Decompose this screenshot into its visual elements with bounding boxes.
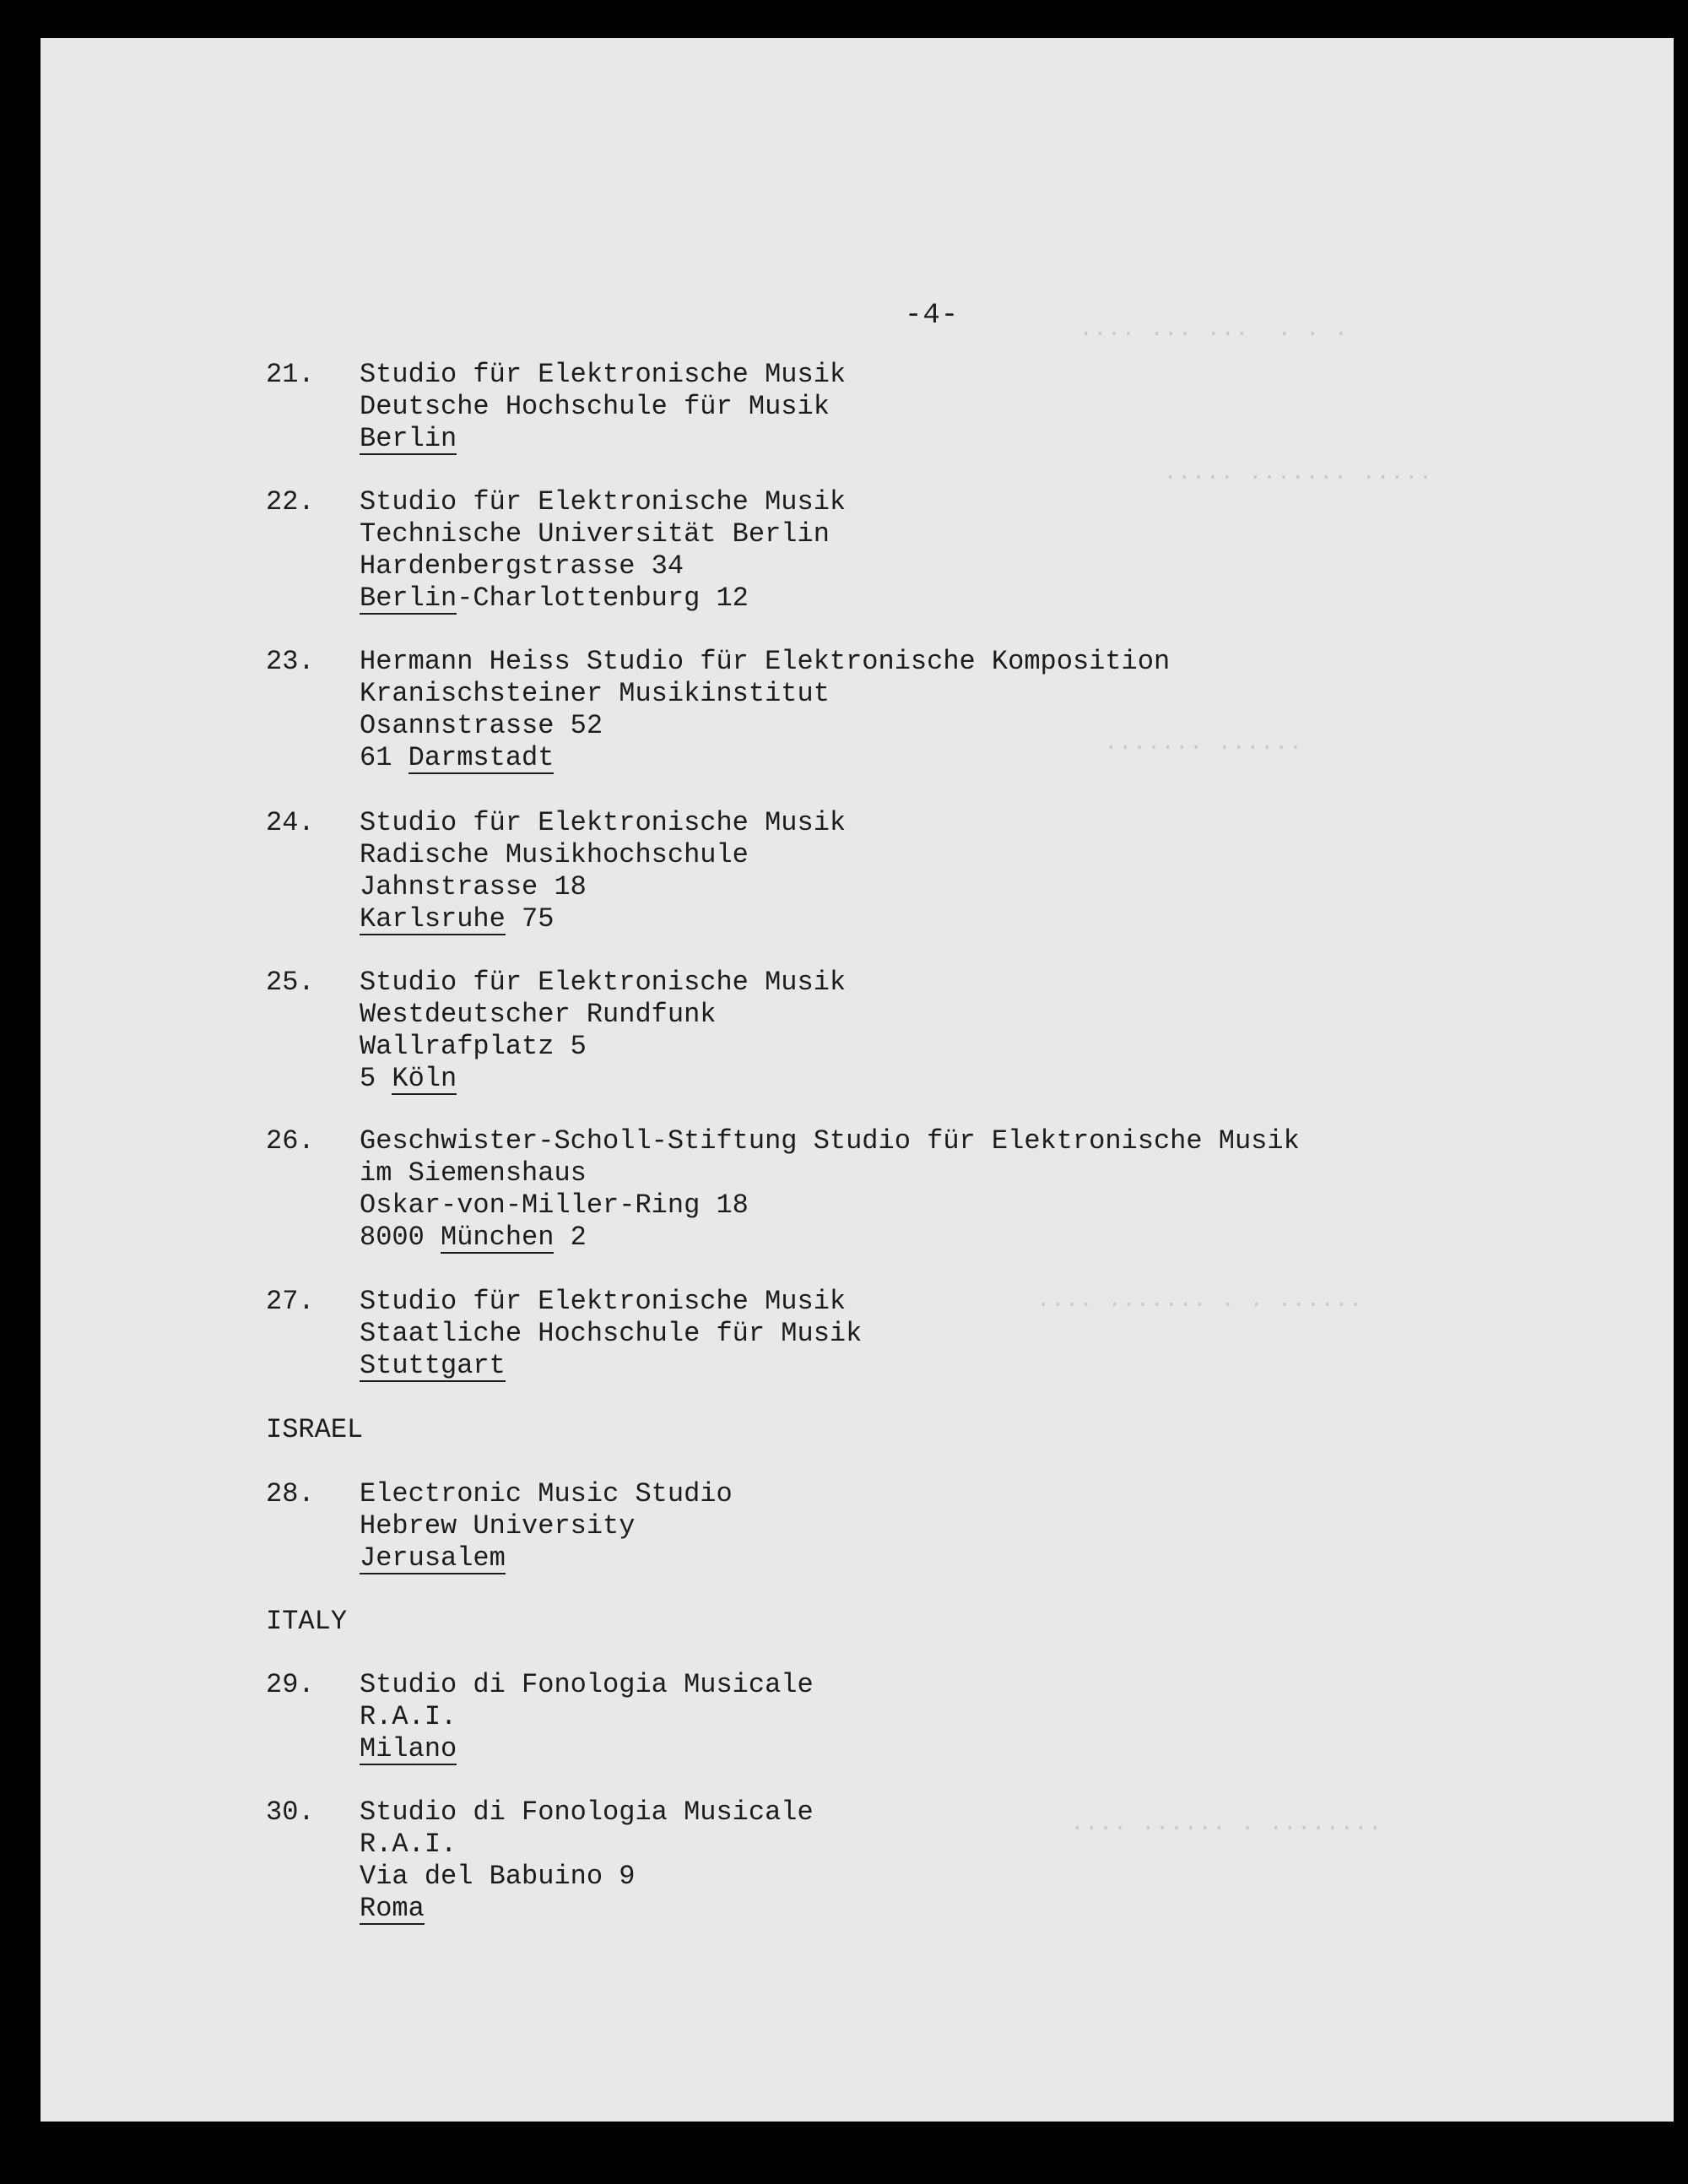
entry-line: Via del Babuino 9 bbox=[360, 1861, 636, 1892]
bleed-through-mark: . . . ... ... .... bbox=[1079, 317, 1349, 343]
entry-line: Jahnstrasse 18 bbox=[360, 871, 587, 902]
entry-number: 27. bbox=[266, 1286, 315, 1317]
entry-city-line bbox=[360, 742, 1170, 774]
page-number: -4- bbox=[905, 300, 960, 332]
city-name: Berlin bbox=[360, 423, 457, 454]
entry-city-line bbox=[360, 423, 846, 455]
entry-line: Radische Musikhochschule bbox=[360, 839, 749, 870]
entry-city-line bbox=[360, 1893, 814, 1925]
entry-line: Osannstrasse 52 bbox=[360, 710, 603, 741]
city-name: Roma bbox=[360, 1893, 425, 1924]
entry-line: Staatliche Hochschule für Musik bbox=[360, 1318, 863, 1349]
entry-number: 28. bbox=[266, 1478, 315, 1509]
entry-line: Deutsche Hochschule für Musik bbox=[360, 391, 830, 422]
city-name: Milano bbox=[360, 1733, 457, 1764]
entry-line: Geschwister-Scholl-Stiftung Studio für Elektronische Musik bbox=[360, 1125, 1300, 1157]
city-suffix: 2 bbox=[554, 1222, 587, 1253]
entry-line: Westdeutscher Rundfunk bbox=[360, 999, 717, 1030]
city-name: Karlsruhe bbox=[360, 903, 506, 935]
entry-line: Studio für Elektronische Musik bbox=[360, 1286, 847, 1317]
entry-line: Electronic Music Studio bbox=[360, 1478, 733, 1509]
entry-city-line bbox=[360, 1350, 862, 1382]
entry-line: Technische Universität Berlin bbox=[360, 518, 830, 550]
entry-line: Hermann Heiss Studio für Elektronische Komposition bbox=[360, 646, 1171, 677]
city-prefix: 5 bbox=[360, 1063, 392, 1094]
city-name: Jerusalem bbox=[360, 1542, 506, 1574]
entry-line: Studio di Fonologia Musicale bbox=[360, 1669, 814, 1700]
city-name: Köln bbox=[392, 1063, 457, 1094]
entry-line: Studio für Elektronische Musik bbox=[360, 967, 847, 998]
entry-number: 29. bbox=[266, 1669, 315, 1700]
city-prefix: 8000 bbox=[360, 1222, 441, 1253]
entry-number: 24. bbox=[266, 807, 315, 838]
entry-line: Wallrafplatz 5 bbox=[360, 1031, 587, 1062]
entry-city-line bbox=[360, 903, 846, 935]
bleed-through-mark: ..... ....... ..... bbox=[1163, 460, 1433, 486]
entry-line: Hebrew University bbox=[360, 1510, 636, 1542]
entry-number: 30. bbox=[266, 1797, 315, 1828]
city-suffix: 75 bbox=[505, 903, 555, 935]
entry-city-line bbox=[360, 1063, 846, 1095]
entry-number: 22. bbox=[266, 486, 315, 518]
bleed-through-mark: ...... . . ....... .... bbox=[1036, 1287, 1363, 1314]
entry-number: 23. bbox=[266, 646, 315, 677]
city-name: Darmstadt bbox=[408, 742, 555, 773]
entry-line: Studio für Elektronische Musik bbox=[360, 486, 847, 518]
entry-line: Studio für Elektronische Musik bbox=[360, 359, 847, 390]
city-suffix: -Charlottenburg 12 bbox=[457, 583, 749, 614]
entry-number: 21. bbox=[266, 359, 315, 390]
entry-city-line bbox=[360, 1733, 814, 1765]
document-page bbox=[41, 38, 1674, 2122]
entry-city-line bbox=[360, 1222, 1300, 1254]
entry-line: Studio di Fonologia Musicale bbox=[360, 1797, 814, 1828]
bleed-through-mark: ...... ....... bbox=[1104, 730, 1303, 756]
entry-line: Kranischsteiner Musikinstitut bbox=[360, 678, 830, 709]
entry-line: R.A.I. bbox=[360, 1829, 457, 1860]
city-name: Berlin bbox=[360, 583, 457, 614]
entry-line: Studio für Elektronische Musik bbox=[360, 807, 847, 838]
bleed-through-mark: ........ . ...... .... bbox=[1070, 1811, 1382, 1837]
city-name: München bbox=[441, 1222, 555, 1253]
entry-line: im Siemenshaus bbox=[360, 1157, 587, 1189]
entry-city-line bbox=[360, 1542, 733, 1574]
city-name: Stuttgart bbox=[360, 1350, 506, 1381]
city-prefix: 61 bbox=[360, 742, 408, 773]
entry-number: 26. bbox=[266, 1125, 315, 1157]
entry-line: Hardenbergstrasse 34 bbox=[360, 550, 684, 582]
entry-line: Oskar-von-Miller-Ring 18 bbox=[360, 1190, 749, 1221]
country-heading-italy: ITALY bbox=[266, 1606, 348, 1637]
entry-line: R.A.I. bbox=[360, 1701, 457, 1732]
country-heading-israel: ISRAEL bbox=[266, 1414, 364, 1445]
entry-number: 25. bbox=[266, 967, 315, 998]
entry-city-line bbox=[360, 583, 846, 615]
